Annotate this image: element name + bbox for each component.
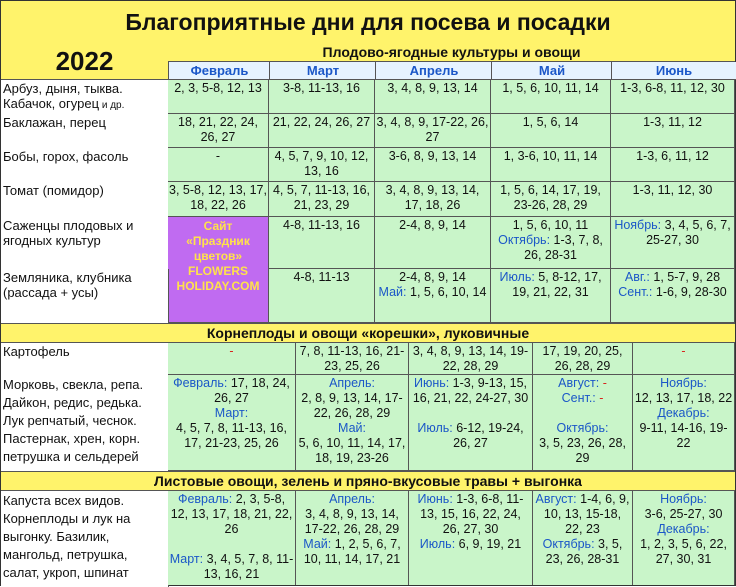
cell-greens-3: Июнь: 1-3, 6-8, 11-13, 15, 16, 22, 24, 26, 27, 30 Июль: 6, 9, 19, 21 — [409, 491, 533, 585]
row-label-melons: Арбуз, дыня, тыква. Кабачок, огурец и др. — [1, 80, 169, 115]
cell-beans-mar: 4, 5, 7, 9, 10, 12, 13, 16 — [269, 148, 375, 182]
cell-roots-4: Август: - Сент.: - Октябрь: 3, 5, 23, 26, 28, 29 — [533, 375, 633, 471]
cell-beans-feb: - — [168, 148, 269, 182]
cell-potato-3: 3, 4, 8, 9, 13, 14, 19-22, 28, 29 — [409, 343, 533, 375]
row-label-strawberry: Земляника, клубника (рассада + усы) — [1, 269, 169, 324]
row-label-beans: Бобы, горох, фасоль — [1, 148, 169, 183]
cell-melons-apr: 3, 4, 8, 9, 13, 14 — [375, 80, 491, 114]
cell-seedlings-may: 1, 5, 6, 10, 11 Октябрь: 1-3, 7, 8, 26, 28-31 — [491, 217, 611, 269]
cell-tomato-apr: 3, 4, 8, 9, 13, 14, 17, 18, 26 — [375, 182, 491, 217]
cell-melons-feb: 2, 3, 5-8, 12, 13 — [168, 80, 269, 114]
cell-melons-may: 1, 5, 6, 10, 11, 14 — [491, 80, 611, 114]
year-label: 2022 — [1, 43, 169, 80]
cell-potato-4: 17, 19, 20, 25, 26, 28, 29 — [533, 343, 633, 375]
cell-beans-may: 1, 3-6, 10, 11, 14 — [491, 148, 611, 182]
cell-roots-1: Февраль: 17, 18, 24, 26, 27 Март: 4, 5, 7, 8, 11-13, 16, 17, 21-23, 25, 26 — [168, 375, 296, 471]
cell-greens-4: Август: 1-4, 6, 9, 10, 13, 15-18, 22, 23 Октябрь: 3, 5, 23, 26, 28-31 — [533, 491, 633, 585]
section-fruit-vegetables: Плодово-ягодные культуры и овощи — [168, 43, 735, 62]
cell-roots-3: Июнь: 1-3, 9-13, 15, 16, 21, 22, 24-27, 30 Июль: 6-12, 19-24, 26, 27 — [409, 375, 533, 471]
cell-melons-mar: 3-8, 11-13, 16 — [269, 80, 375, 114]
month-jun: Июнь — [611, 62, 736, 80]
page-title: Благоприятные дни для посева и посадки — [1, 1, 735, 44]
website-ad[interactable]: Сайт «Праздник цветов» FLOWERS HOLIDAY.COM — [168, 217, 269, 323]
cell-melons-jun: 1-3, 6-8, 11, 12, 30 — [611, 80, 735, 114]
row-label-seedlings: Саженцы плодовых и ягодных культур — [1, 217, 169, 270]
row-label-greens: Капуста всех видов. Корнеплоды и лук на выгонку. Базилик, мангольд, петрушка, салат, укроп, шпинат — [1, 491, 169, 587]
cell-greens-5: Ноябрь: 3-6, 25-27, 30 Декабрь: 1, 2, 3, 5, 6, 22, 27, 30, 31 — [633, 491, 735, 585]
row-label-potato: Картофель — [1, 343, 169, 376]
cell-potato-2: 7, 8, 11-13, 16, 21-23, 25, 26 — [296, 343, 409, 375]
cell-seedlings-jun: Ноябрь: 3, 4, 5, 6, 7, 25-27, 30 — [611, 217, 735, 269]
cell-eggplant-mar: 21, 22, 24, 26, 27 — [269, 114, 375, 148]
cell-seedlings-apr: 2-4, 8, 9, 14 — [375, 217, 491, 269]
month-apr: Апрель — [375, 62, 492, 80]
cell-potato-5: - — [633, 343, 735, 375]
cell-eggplant-jun: 1-3, 11, 12 — [611, 114, 735, 148]
cell-roots-5: Ноябрь: 12, 13, 17, 18, 22 Декабрь: 9-11, 14-16, 19-22 — [633, 375, 735, 471]
cell-beans-apr: 3-6, 8, 9, 13, 14 — [375, 148, 491, 182]
row-label-tomato: Томат (помидор) — [1, 182, 169, 218]
cell-beans-jun: 1-3, 6, 11, 12 — [611, 148, 735, 182]
cell-straw-jun: Авг.: 1, 5-7, 9, 28 Сент.: 1-6, 9, 28-30 — [611, 269, 735, 323]
cell-eggplant-feb: 18, 21, 22, 24, 26, 27 — [168, 114, 269, 148]
cell-straw-mar: 4-8, 11-13 — [269, 269, 375, 323]
section-root-vegetables: Корнеплоды и овощи «корешки», луковичные — [1, 323, 735, 343]
cell-straw-may: Июль: 5, 8-12, 17, 19, 21, 22, 31 — [491, 269, 611, 323]
cell-tomato-mar: 4, 5, 7, 11-13, 16, 21, 23, 29 — [269, 182, 375, 217]
row-label-roots: Морковь, свекла, репа. Дайкон, редис, редька. Лук репчатый, чеснок. Пастернак, хрен, корн. петрушка и сельдерей — [1, 375, 169, 472]
cell-roots-2: Апрель: 2, 8, 9, 13, 14, 17-22, 26, 28, 29 Май: 5, 6, 10, 11, 14, 17, 18, 19, 23-26 — [296, 375, 409, 471]
month-mar: Март — [269, 62, 376, 80]
row-label-eggplant: Баклажан, перец — [1, 114, 169, 149]
cell-greens-2: Апрель: 3, 4, 8, 9, 13, 14, 17-22, 26, 28, 29 Май: 1, 2, 5, 6, 7, 10, 11, 14, 17, 21 — [296, 491, 409, 585]
cell-potato-1: - — [168, 343, 296, 375]
month-may: Май — [491, 62, 612, 80]
month-feb: Февраль — [168, 62, 270, 80]
cell-seedlings-mar: 4-8, 11-13, 16 — [269, 217, 375, 269]
section-leafy-greens: Листовые овощи, зелень и пряно-вкусовые травы + выгонка — [1, 471, 735, 491]
cell-eggplant-apr: 3, 4, 8, 9, 17-22, 26, 27 — [375, 114, 491, 148]
cell-tomato-may: 1, 5, 6, 14, 17, 19, 23-26, 28, 29 — [491, 182, 611, 217]
cell-straw-apr: 2-4, 8, 9, 14 Май: 1, 5, 6, 10, 14 — [375, 269, 491, 323]
cell-eggplant-may: 1, 5, 6, 14 — [491, 114, 611, 148]
cell-tomato-feb: 3, 5-8, 12, 13, 17, 18, 22, 26 — [168, 182, 269, 217]
cell-tomato-jun: 1-3, 11, 12, 30 — [611, 182, 735, 217]
cell-greens-1: Февраль: 2, 3, 5-8, 12, 13, 17, 18, 21, 22, 26 Март: 3, 4, 5, 7, 8, 11-13, 16, 21 — [168, 491, 296, 585]
